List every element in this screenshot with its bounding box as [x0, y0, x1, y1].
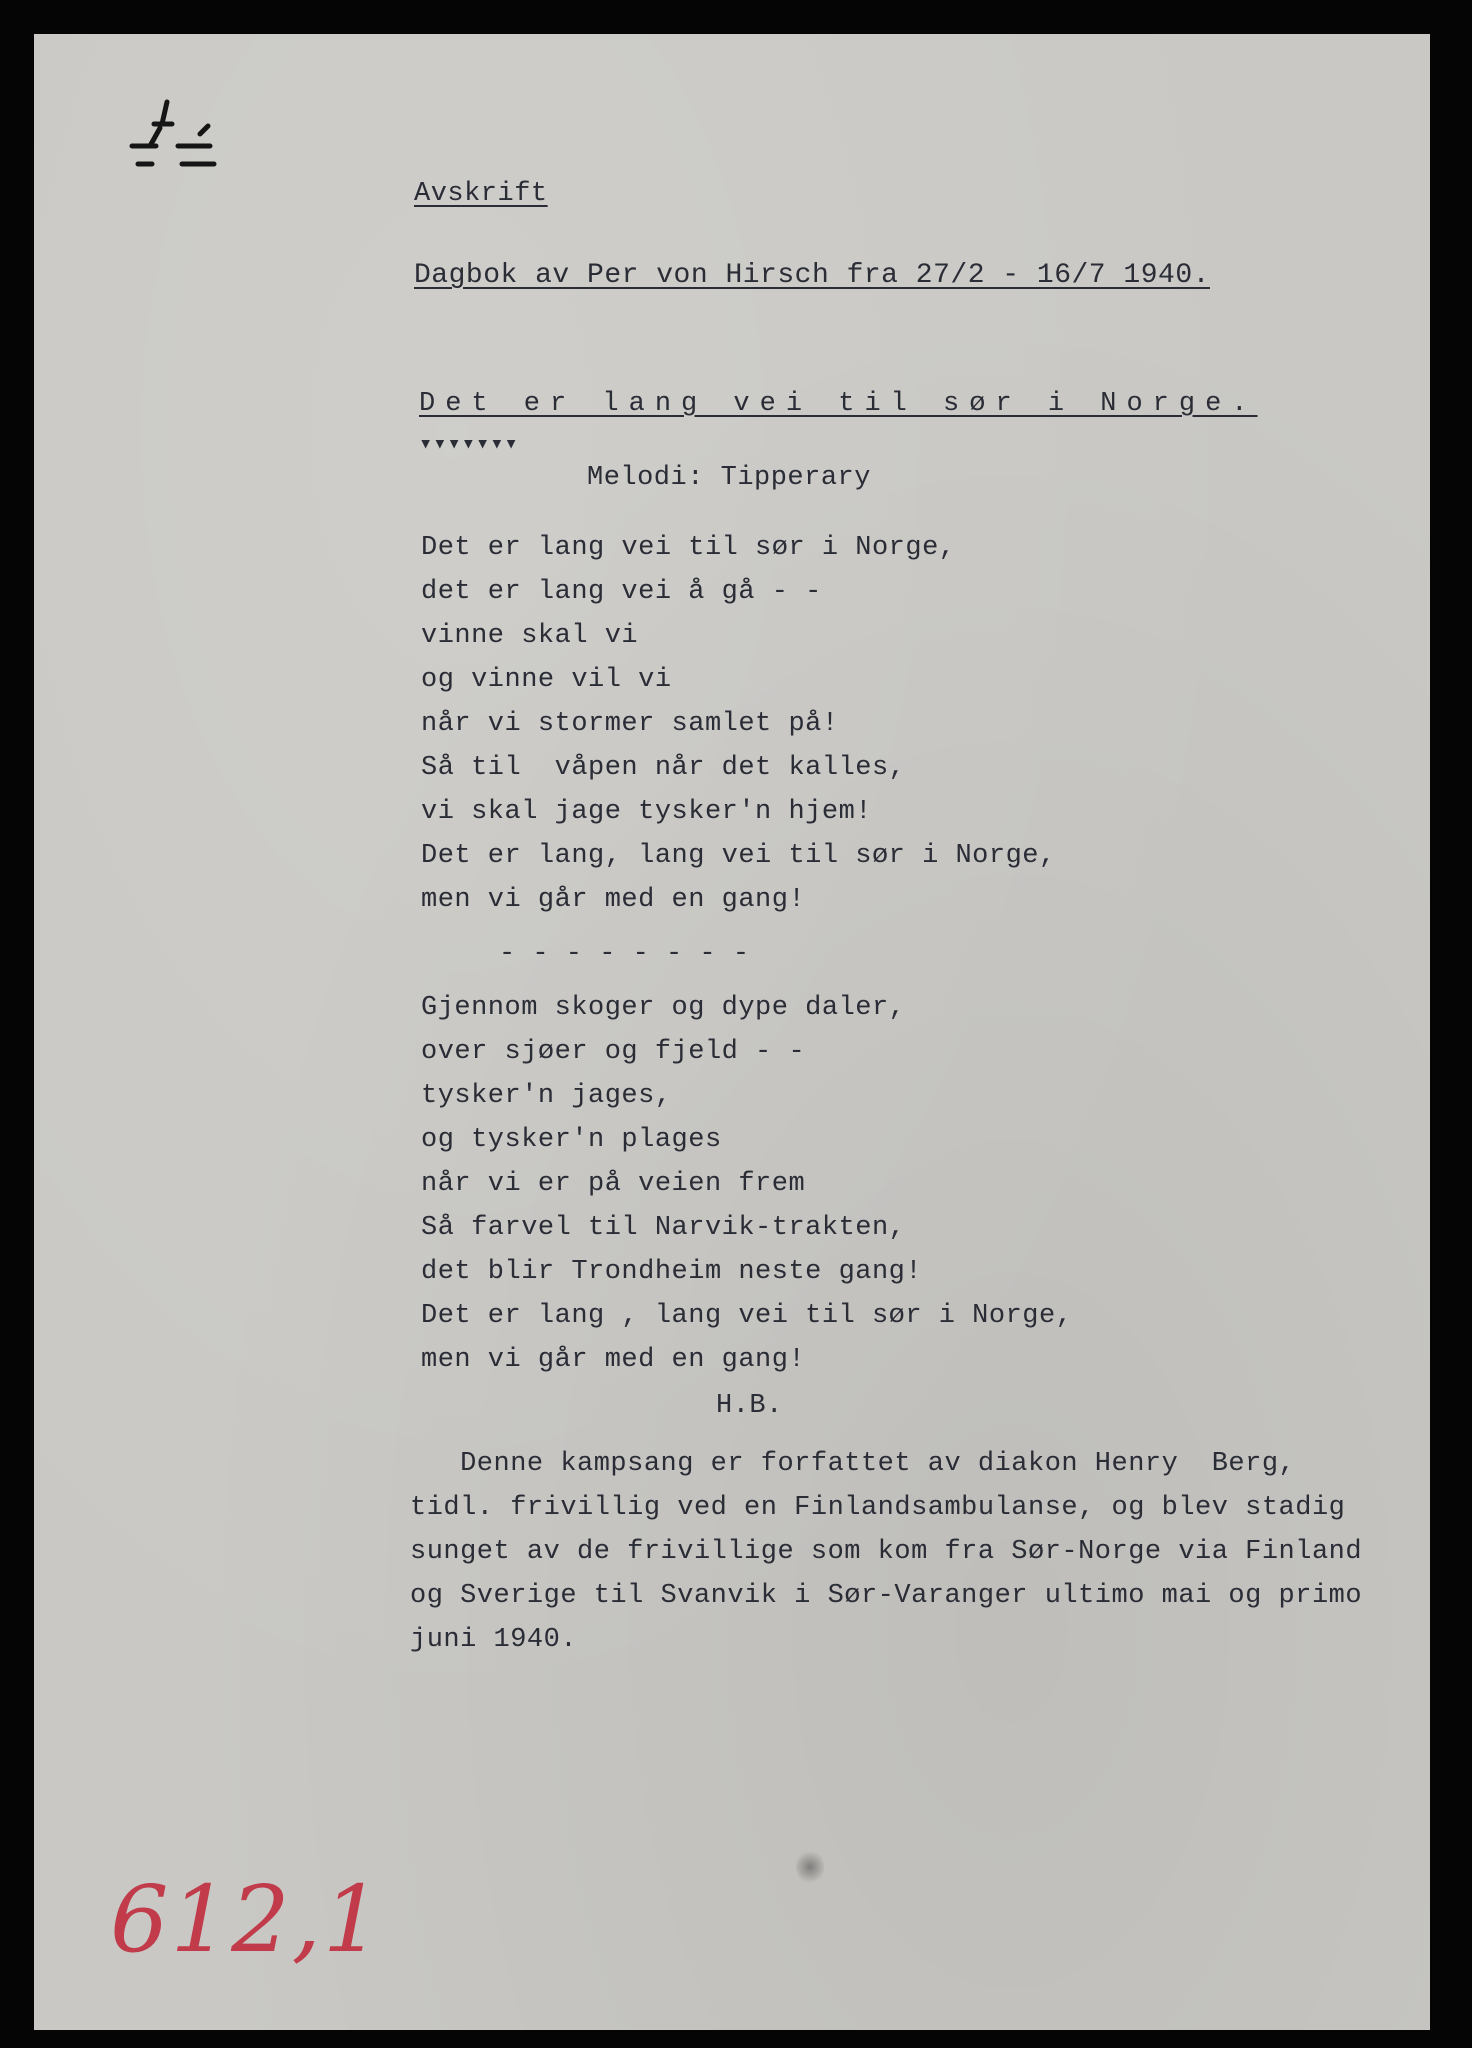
verse-line: vinne skal vi — [421, 621, 639, 651]
verse-line: tysker'n jages, — [421, 1081, 672, 1111]
document-subtitle: Dagbok av Per von Hirsch fra 27/2 - 16/7 1940. — [414, 260, 1210, 291]
signature: H.B. — [716, 1391, 783, 1421]
note-line: juni 1940. — [410, 1625, 578, 1655]
melody-line: Melodi: Tipperary — [587, 463, 871, 493]
verse-line: Det er lang vei til sør i Norge, — [421, 533, 956, 563]
note-line: sunget av de frivillige som kom fra Sør-Norge via Finland — [410, 1537, 1363, 1567]
verse-line: vi skal jage tysker'n hjem! — [421, 797, 872, 827]
verse-line: men vi går med en gang! — [421, 1345, 806, 1375]
verse-line: Det er lang , lang vei til sør i Norge, — [421, 1301, 1073, 1331]
verse-line: når vi er på veien frem — [421, 1169, 806, 1199]
verse-separator: - - - - - - - - — [499, 939, 750, 969]
verse-line: Så farvel til Narvik-trakten, — [421, 1213, 906, 1243]
verse-line: og tysker'n plages — [421, 1125, 722, 1155]
note-line: og Sverige til Svanvik i Sør-Varanger ultimo mai og primo — [410, 1581, 1363, 1611]
verse-line: det er lang vei å gå - - — [421, 577, 822, 607]
note-line: tidl. frivillig ved en Finlandsambulanse, og blev stadig — [410, 1493, 1346, 1523]
archive-number: 612,1 — [110, 1866, 384, 1973]
verse-line: Det er lang, lang vei til sør i Norge, — [421, 841, 1056, 871]
title-underline-dots: ▾▾▾▾▾▾▾ — [419, 432, 519, 457]
verse-line: og vinne vil vi — [421, 665, 672, 695]
verse-line: det blir Trondheim neste gang! — [421, 1257, 923, 1287]
punch-mark-icon — [112, 94, 222, 194]
verse-line: Så til våpen når det kalles, — [421, 753, 906, 783]
verse-line: men vi går med en gang! — [421, 885, 806, 915]
song-title: Det er lang vei til sør i Norge. — [419, 389, 1258, 419]
document-page — [34, 34, 1430, 2030]
note-line: Denne kampsang er forfattet av diakon Henry Berg, — [410, 1449, 1296, 1479]
verse-line: over sjøer og fjeld - - — [421, 1037, 806, 1067]
verse-line: Gjennom skoger og dype daler, — [421, 993, 906, 1023]
verse-line: når vi stormer samlet på! — [421, 709, 839, 739]
document-heading: Avskrift — [414, 179, 548, 209]
ink-smudge — [796, 1849, 824, 1885]
